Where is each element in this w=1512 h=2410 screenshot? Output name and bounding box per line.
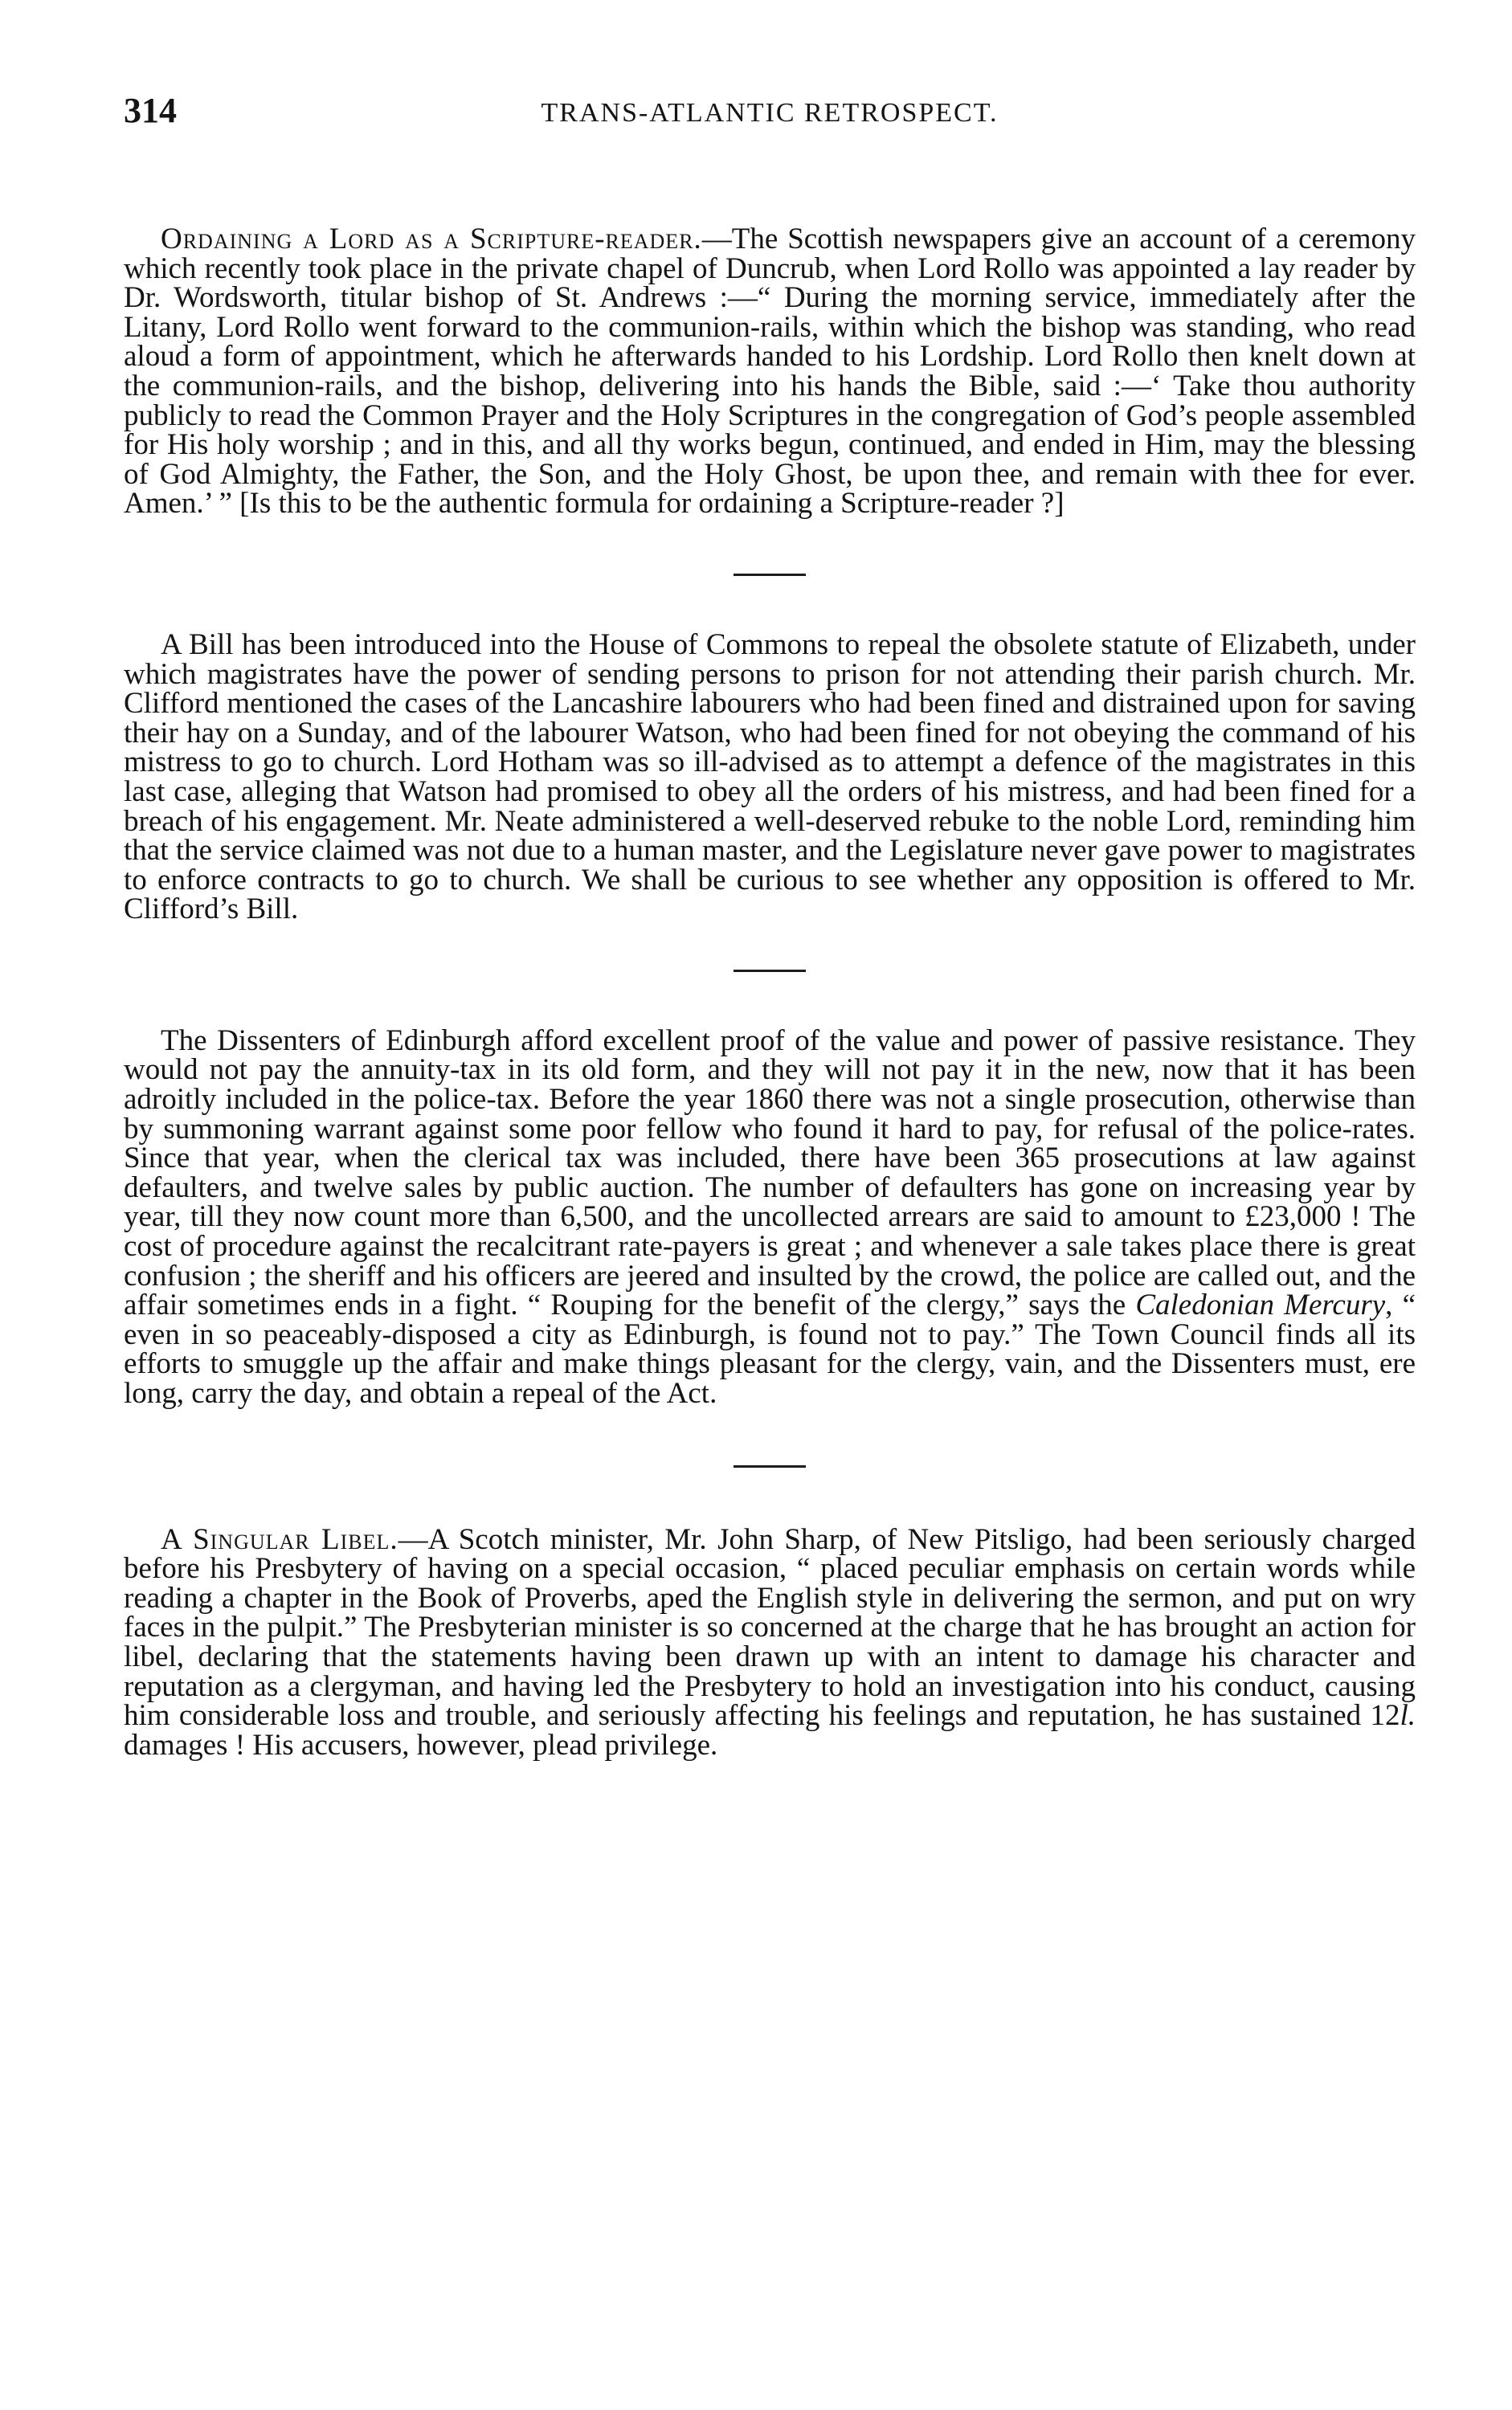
article-edinburgh-dissenters [124, 1023, 1416, 1410]
section-divider [734, 574, 806, 576]
article-parish-church-bill [124, 627, 1416, 926]
section-divider [734, 970, 806, 972]
article-body-parish-church-bill: A Bill has been introduced into the House of Commons to repeal the obsolete statute of Elizabeth, under which magistrates have the power of sending persons to prison for not attending their parish church. Mr. Clifford mentioned the cases of the Lancashire labourers who had been fined and distrained upon for saving their hay on a Sunday, and of the labourer Watson, who had been fined for not obeying the command of his mistress to go to church. Lord Hotham was so ill-advised as to attempt a defence of the magistrates in this last case, alleging that Watson had promised to obey all the orders of his mistress, and had been fined for a breach of his engagement. Mr. Neate administered a well-deserved rebuke to the noble Lord, reminding him that the service claimed was not due to a human master, and the Legislature never gave power to magistrates to enforce contracts to go to church. We shall be curious to see whether any opposition is offered to Mr. Clifford’s Bill. [124, 627, 1416, 926]
page-number: 314 [124, 91, 177, 130]
article-lead-singular-libel: A Singular Libel. [161, 1522, 398, 1556]
article-body-edinburgh-dissenters-part1: The Dissenters of Edinburgh afford excellent proof of the value and power of passive resistance. They would not pay the annuity-tax in its old form, and they will not pay it in the new, now that it has been adroitly included in the police-tax. Before the year 1860 there was not a single prosecution, otherwise than by summoning warrant against some poor fellow who found it hard to pay, for refusal of the police-rates. Since that year, when the clerical tax was included, there have been 365 prosecutions at law against defaulters, and twelve sales by public auction. The number of defaulters has gone on increasing year by year, till they now count more than 6,500, and the uncollected arrears are said to amount to £23,000 ! The cost of procedure against the recalcitrant rate-payers is great ; and whenever a sale takes place there is great confusion ; the sheriff and his officers are jeered and insulted by the crowd, the police are called out, and the affair sometimes ends in a fight. “ Rouping for the benefit of the clergy,” says the [124, 1023, 1416, 1322]
page-header [124, 88, 1416, 137]
article-ordaining-lord [124, 225, 1416, 519]
article-singular-libel [124, 1522, 1416, 1762]
currency-unit-italic: l. [1400, 1699, 1416, 1733]
article-body-singular-libel-part2: damages ! His accusers, however, plead privilege. [124, 1728, 718, 1762]
article-body-edinburgh-dissenters-part2: , “ even in so peaceably-disposed a city as Edinburgh, is found not to pay.” The Town Council finds all its efforts to smuggle up the affair and make things pleasant for the clergy, vain, and the Dissenters must, ere long, carry the day, and obtain a repeal of the Act. [124, 1289, 1416, 1410]
section-divider [734, 1465, 806, 1468]
book-page [124, 88, 1416, 1760]
newspaper-title-italic: Caledonian Mercury [1135, 1289, 1386, 1322]
running-title: TRANS-ATLANTIC RETROSPECT. [541, 98, 999, 128]
article-body-singular-libel-part1: —A Scotch minister, Mr. John Sharp, of New Pitsligo, had been seriously charged before his Presbytery of having on a special occasion, “ placed peculiar emphasis on certain words while reading a chapter in the Book of Proverbs, aped the English style in delivering the sermon, and put on wry faces in the pulpit.” The Presbyterian minister is so concerned at the charge that he has brought an action for libel, declaring that the statements having been drawn up with an intent to damage his character and reputation as a clergyman, and having led the Presbytery to hold an investigation into his conduct, causing him considerable loss and trouble, and seriously affecting his feelings and reputation, he has sustained 12 [124, 1522, 1416, 1733]
article-lead-ordaining-lord: Ordaining a Lord as a Scripture-reader. [161, 223, 702, 255]
article-body-ordaining-lord: —The Scottish newspapers give an account of a ceremony which recently took place in the private chapel of Duncrub, when Lord Rollo was appointed a lay reader by Dr. Wordsworth, titular bishop of St. Andrews :—“ During the morning service, immediately after the Litany, Lord Rollo went forward to the communion-rails, within which the bishop was standing, who read aloud a form of appointment, which he afterwards handed to his Lordship. Lord Rollo then knelt down at the communion-rails, and the bishop, delivering into his hands the Bible, said :—‘ Take thou authority publicly to read the Common Prayer and the Holy Scriptures in the congregation of God’s people assembled for His holy worship ; and in this, and all thy works begun, continued, and ended in Him, may the blessing of God Almighty, the Father, the Son, and the Holy Ghost, be upon thee, and remain with thee for ever. Amen.’ ” [Is this to be the authentic formula for ordaining a Scripture-reader ?] [124, 223, 1416, 521]
